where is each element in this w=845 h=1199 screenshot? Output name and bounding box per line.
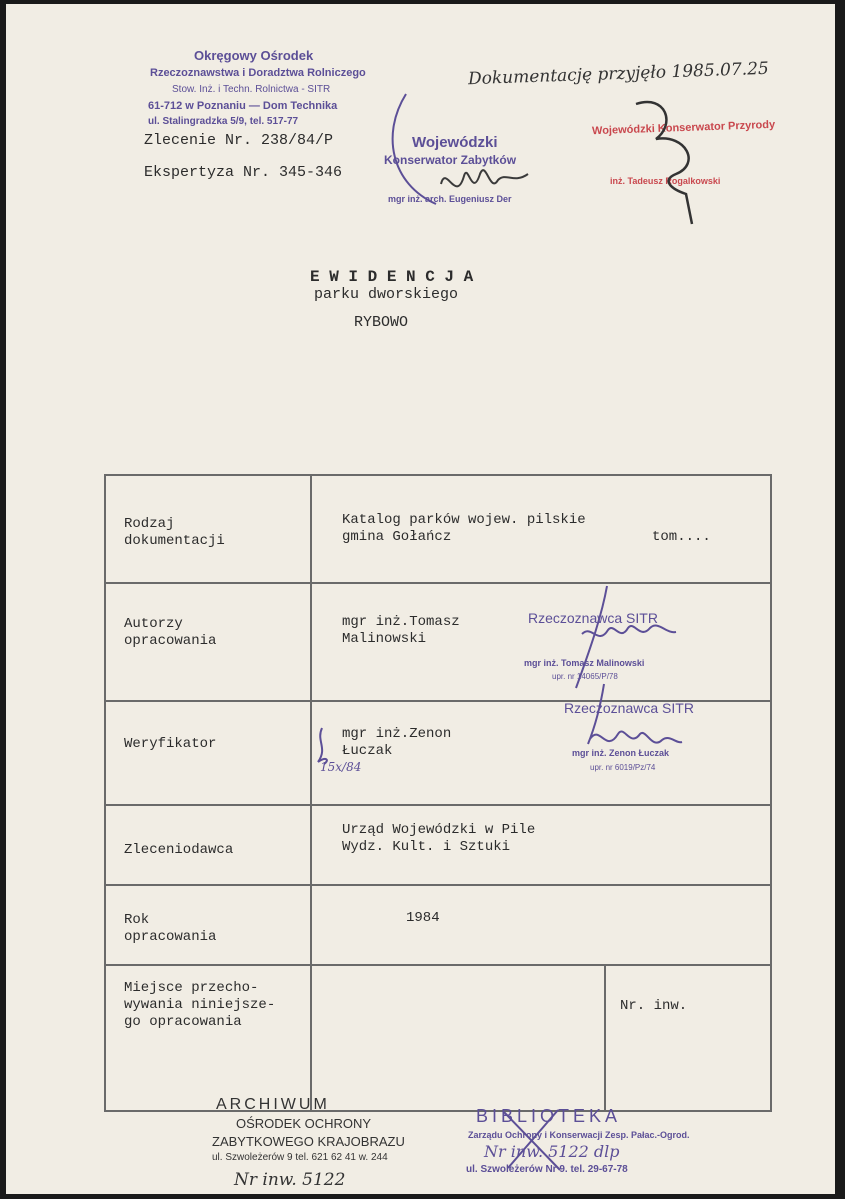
row-label: Autorzy: [124, 616, 183, 632]
handwritten-acceptance-note: Dokumentację przyjęło 1985.07.25: [467, 58, 770, 90]
row-value: Wydz. Kult. i Sztuki: [342, 839, 511, 855]
place-name: RYBOWO: [354, 314, 409, 331]
archive-title: ARCHIWUM: [216, 1096, 330, 1113]
sitr-2-signature: [566, 684, 686, 784]
library-inventory-number: Nr inw. 5122 dlp: [484, 1142, 620, 1161]
archive-inventory-number: Nr inw. 5122: [234, 1170, 346, 1190]
archive-line-2: OŚRODEK OCHRONY: [236, 1116, 372, 1131]
document-subtitle: parku dworskiego: [314, 286, 459, 303]
row-label: Rok: [124, 912, 150, 928]
row-value: Łuczak: [342, 743, 393, 759]
label-cell: [105, 885, 311, 965]
table-row: [105, 885, 771, 965]
sitr-2-title: Rzeczoznawca SITR: [564, 700, 694, 716]
verifier-initial: [312, 726, 332, 766]
stamp-line-4: 61-712 w Poznaniu — Dom Technika: [148, 100, 338, 112]
order-number: Zlecenie Nr. 238/84/P: [144, 132, 334, 149]
row-value: gmina Gołańcz: [342, 529, 452, 545]
archive-line-4: ul. Szwoleżerów 9 tel. 621 62 41 w. 244: [212, 1152, 388, 1163]
row-label: dokumentacji: [124, 533, 225, 549]
record-table: [104, 474, 772, 1112]
red-stamp-line-2: inż. Tadeusz Rogalkowski: [610, 176, 721, 186]
row-value: 1984: [406, 910, 440, 926]
conservator-name: mgr inż. arch. Eugeniusz Der: [388, 194, 512, 204]
label-cell: [105, 475, 311, 583]
stamp-line-2: Rzeczoznawstwa i Doradztwa Rolniczego: [150, 67, 366, 79]
value-cell: [311, 885, 771, 965]
row-value: mgr inż.Zenon: [342, 726, 452, 742]
sitr-2-name: mgr inż. Zenon Łuczak: [572, 748, 670, 758]
row-label: Weryfikator: [124, 736, 217, 752]
sitr-2-registration: upr. nr 6019/Pz/74: [590, 763, 656, 772]
stamp-line-1: Okręgowy Ośrodek: [194, 48, 314, 63]
stamp-line-3: Stow. Inż. i Techn. Rolnictwa - SITR: [172, 84, 331, 95]
archive-line-3: ZABYTKOWEGO KRAJOBRAZU: [212, 1134, 405, 1149]
value-cell: [311, 805, 771, 885]
row-label: wywania niniejsze-: [124, 997, 276, 1013]
sitr-1-title: Rzeczoznawca SITR: [528, 610, 658, 626]
sitr-1-registration: upr. nr 14065/P/78: [552, 672, 618, 681]
inventory-label: Nr. inw.: [620, 998, 688, 1014]
row-value-volume: tom....: [652, 529, 711, 545]
table-row: [105, 475, 771, 583]
row-value: Katalog parków wojew. pilskie: [342, 512, 586, 528]
value-cell: [311, 583, 771, 701]
table-row: [105, 805, 771, 885]
value-cell: [311, 475, 771, 583]
library-title: BIBLIOTEKA: [476, 1106, 622, 1126]
row-label: go opracowania: [124, 1014, 242, 1030]
sitr-1-signature: [562, 584, 682, 694]
value-cell: [311, 965, 605, 1111]
label-cell: [105, 701, 311, 805]
row-label: Miejsce przecho-: [124, 980, 259, 996]
label-cell: [105, 583, 311, 701]
stamp-line-5: ul. Stalingradzka 5/9, tel. 517-77: [148, 116, 299, 127]
large-signature: [616, 94, 756, 234]
inventory-cell: [605, 965, 771, 1111]
expertise-number: Ekspertyza Nr. 345-346: [144, 164, 343, 181]
sitr-1-name: mgr inż. Tomasz Malinowski: [524, 658, 645, 668]
row-value: mgr inż.Tomasz: [342, 614, 460, 630]
row-label: Rodzaj: [124, 516, 175, 532]
document-title: E W I D E N C J A: [310, 268, 474, 286]
conservator-title: Wojewódzki: [412, 134, 498, 151]
document-page: [6, 4, 835, 1194]
row-value: Malinowski: [342, 631, 427, 647]
row-value: Urząd Wojewódzki w Pile: [342, 822, 536, 838]
row-label: opracowania: [124, 929, 217, 945]
value-cell: [311, 701, 771, 805]
conservator-subtitle: Konserwator Zabytków: [384, 153, 517, 167]
red-stamp-line-1: Wojewódzki Konserwator Przyrody: [591, 118, 776, 138]
library-line-3: ul. Szwoleżerów Nr 9. tel. 29-67-78: [466, 1164, 628, 1175]
library-strikeout: [498, 1104, 568, 1174]
library-line-2: Zarządu Ochrony i Konserwacji Zesp. Pałac.-Ogrod.: [468, 1130, 690, 1140]
row-label: Zleceniodawca: [124, 842, 234, 858]
table-row: [105, 965, 771, 1111]
row-label: opracowania: [124, 633, 217, 649]
label-cell: [105, 965, 311, 1111]
label-cell: [105, 805, 311, 885]
verifier-note: 15x/84: [320, 760, 362, 774]
conservator-signature: [436, 154, 536, 214]
